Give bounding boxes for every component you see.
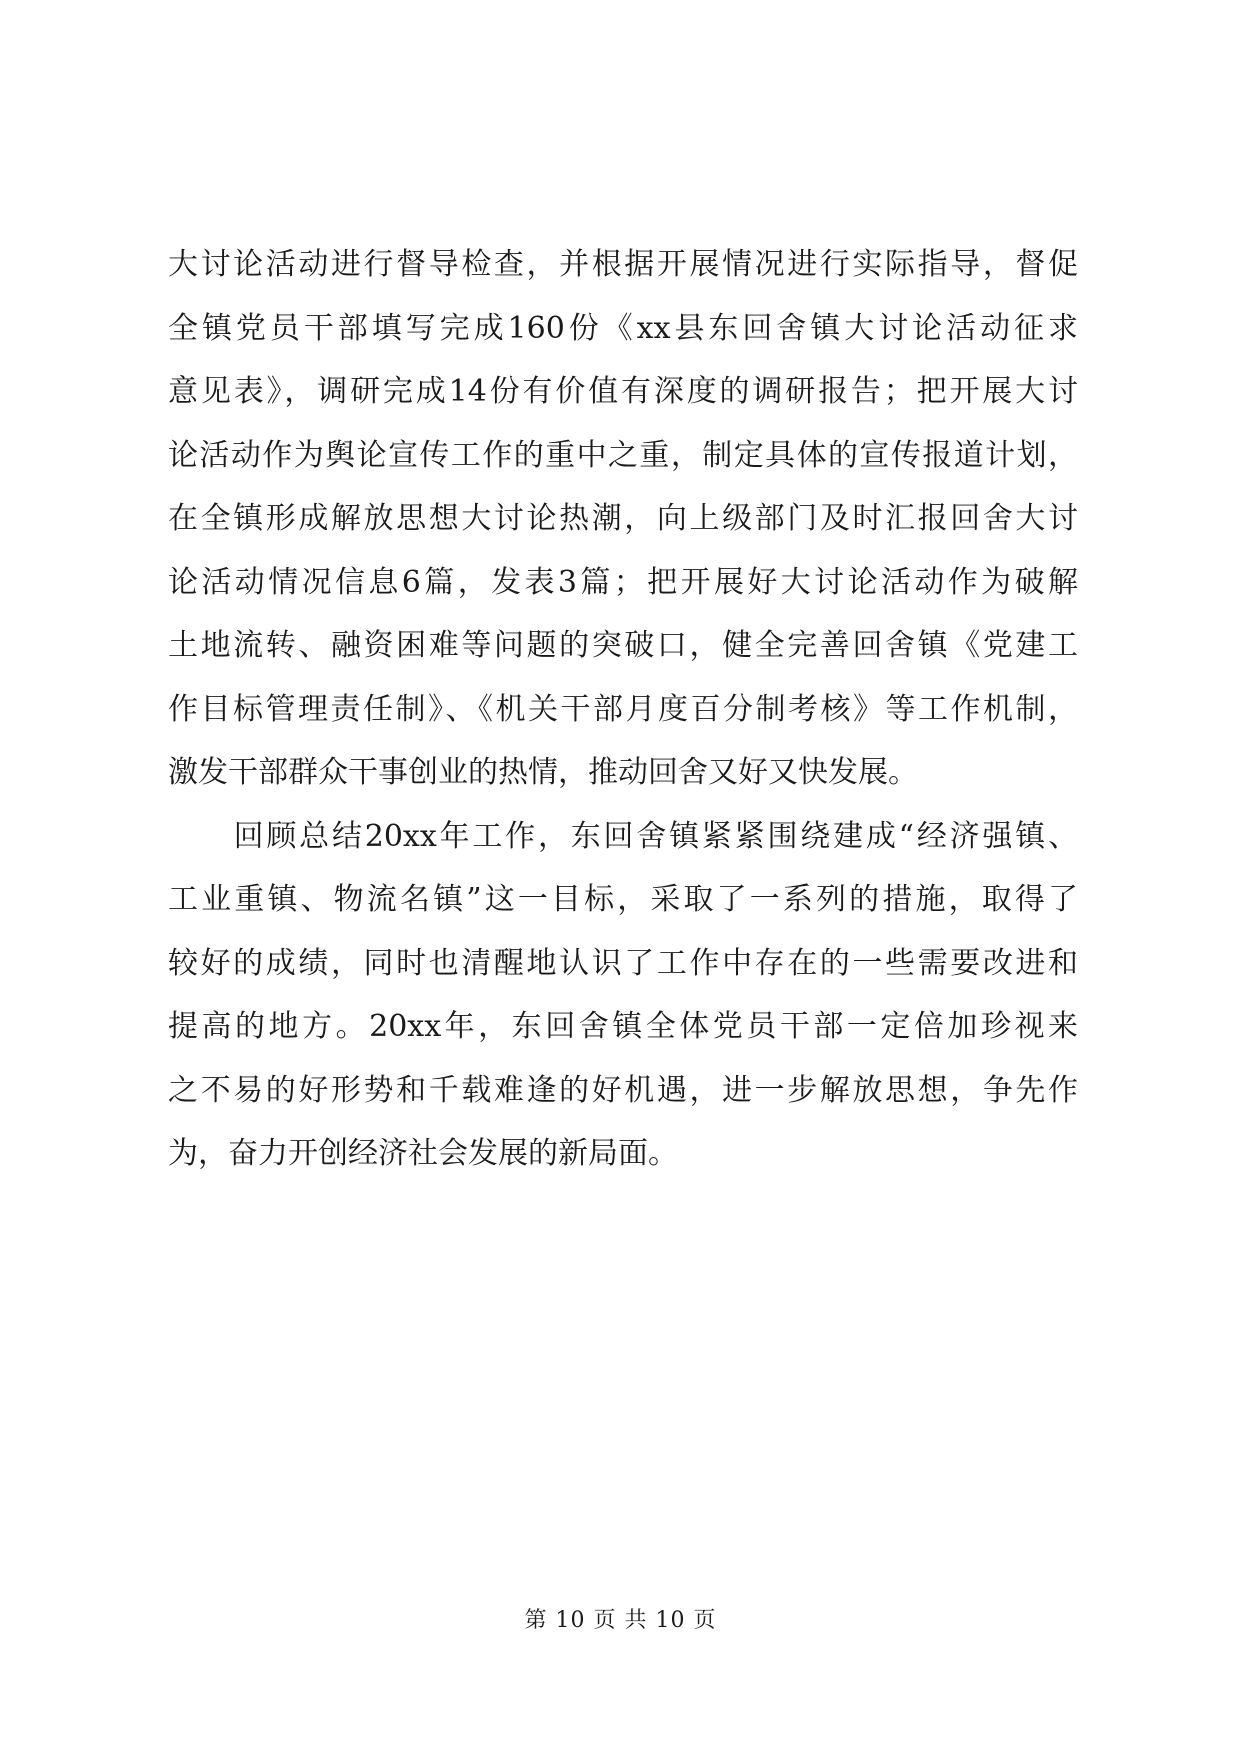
paragraph-line: 较好的成绩，同时也清醒地认识了工作中存在的一些需要改进和 bbox=[168, 945, 1078, 981]
paragraph-1 bbox=[168, 233, 1078, 805]
paragraph-line: 全镇党员干部填写完成160份《xx县东回舍镇大讨论活动征求 bbox=[168, 310, 1078, 346]
paragraph-line: 论活动情况信息6篇，发表3篇；把开展好大讨论活动作为破解 bbox=[168, 564, 1078, 600]
paragraph-line: 为，奋力开创经济社会发展的新局面。 bbox=[168, 1136, 678, 1171]
paragraph-line: 之不易的好形势和千载难逢的好机遇，进一步解放思想，争先作 bbox=[168, 1072, 1078, 1108]
paragraph-line: 在全镇形成解放思想大讨论热潮，向上级部门及时汇报回舍大讨 bbox=[168, 501, 1078, 536]
page-number-label: 第 10 页 共 10 页 bbox=[524, 1608, 717, 1633]
paragraph-line: 工业重镇、物流名镇”这一目标，采取了一系列的措施，取得了 bbox=[168, 882, 1078, 917]
paragraph-line: 提高的地方。20xx年，东回舍镇全体党员干部一定倍加珍视来 bbox=[168, 1009, 1078, 1044]
paragraph-line: 论活动作为舆论宣传工作的重中之重，制定具体的宣传报道计划， bbox=[168, 437, 1078, 473]
paragraph-line: 作目标管理责任制》、《机关干部月度百分制考核》等工作机制， bbox=[168, 691, 1078, 727]
paragraph-line: 回顾总结20xx年工作，东回舍镇紧紧围绕建成“经济强镇、 bbox=[168, 818, 1078, 854]
paragraph-line: 土地流转、融资困难等问题的突破口，健全完善回舍镇《党建工 bbox=[168, 628, 1078, 663]
paragraph-line: 意见表》，调研完成14份有价值有深度的调研报告；把开展大讨 bbox=[168, 374, 1078, 409]
paragraph-line: 激发干部群众干事创业的热情，推动回舍又好又快发展。 bbox=[168, 755, 918, 790]
body-text bbox=[168, 233, 1078, 1186]
paragraph-line: 大讨论活动进行督导检查，并根据开展情况进行实际指导，督促 bbox=[168, 247, 1078, 282]
paragraph-2 bbox=[168, 805, 1078, 1186]
page-footer bbox=[0, 1603, 1241, 1634]
